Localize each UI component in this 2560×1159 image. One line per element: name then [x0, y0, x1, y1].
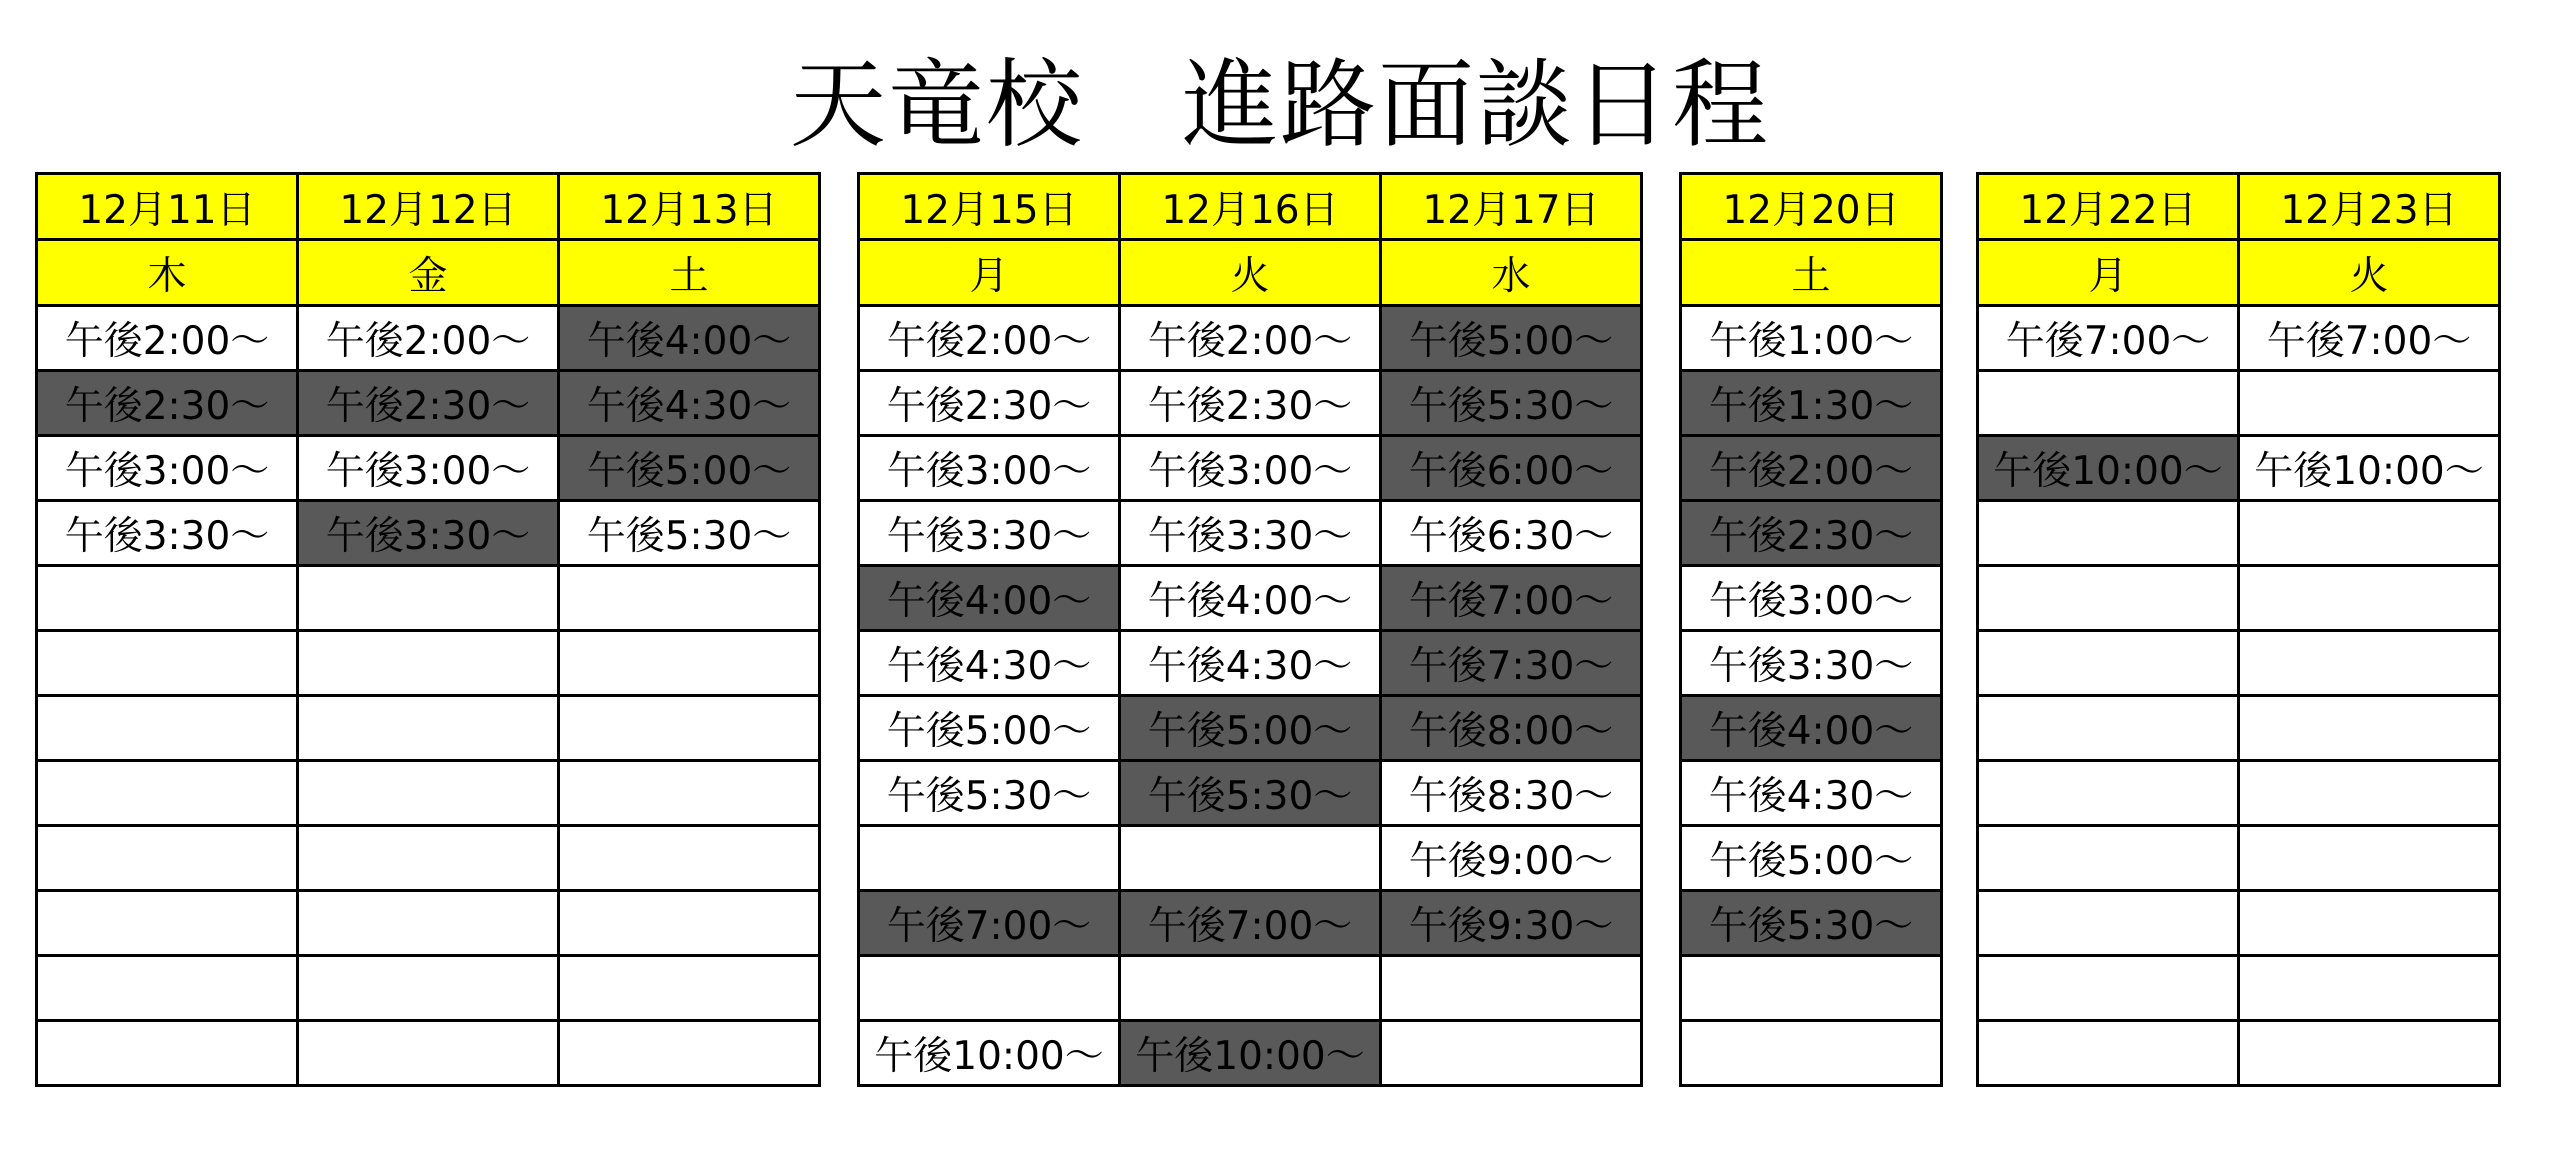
- time-slot-cell: [298, 1021, 559, 1086]
- time-slot-cell: [298, 566, 559, 631]
- time-slot-cell: 午後4:30～: [1120, 631, 1381, 696]
- weekday-header: 月: [859, 240, 1120, 306]
- time-slot-cell: 午後4:00～: [859, 566, 1120, 631]
- slot-row: [859, 1021, 1642, 1086]
- time-slot-cell: 午後2:00～: [37, 306, 298, 371]
- slot-row: [1681, 761, 1942, 826]
- schedule-table: [35, 172, 821, 1087]
- slot-row: [37, 631, 820, 696]
- time-slot-cell: [1978, 371, 2239, 436]
- time-slot-cell: 午後2:30～: [37, 371, 298, 436]
- time-slot-cell: 午後7:00～: [1381, 566, 1642, 631]
- time-slot-cell: [2239, 696, 2500, 761]
- time-slot-cell: 午後2:30～: [859, 371, 1120, 436]
- slot-row: [1978, 696, 2500, 761]
- slot-row: [1978, 631, 2500, 696]
- slot-row: [37, 306, 820, 371]
- time-slot-cell: 午後5:00～: [1381, 306, 1642, 371]
- page-title: 天竜校 進路面談日程: [790, 49, 1770, 161]
- time-slot-cell: 午後4:30～: [1681, 761, 1942, 826]
- time-slot-cell: [298, 761, 559, 826]
- time-slot-cell: 午後6:00～: [1381, 436, 1642, 501]
- slot-row: [859, 436, 1642, 501]
- time-slot-cell: [1120, 956, 1381, 1021]
- time-slot-cell: 午後3:30～: [859, 501, 1120, 566]
- slot-row: [1978, 566, 2500, 631]
- date-header: 12月17日: [1381, 174, 1642, 240]
- time-slot-cell: [37, 826, 298, 891]
- slot-row: [1681, 1021, 1942, 1086]
- time-slot-cell: [298, 696, 559, 761]
- slot-row: [1681, 436, 1942, 501]
- time-slot-cell: 午後5:30～: [859, 761, 1120, 826]
- slot-row: [859, 631, 1642, 696]
- time-slot-cell: [37, 891, 298, 956]
- time-slot-cell: 午後2:00～: [1681, 436, 1942, 501]
- slot-row: [1681, 501, 1942, 566]
- time-slot-cell: [1978, 696, 2239, 761]
- time-slot-cell: [1681, 956, 1942, 1021]
- date-header: 12月23日: [2239, 174, 2500, 240]
- slot-row: [1681, 696, 1942, 761]
- time-slot-cell: [859, 826, 1120, 891]
- slot-row: [859, 566, 1642, 631]
- slot-row: [859, 306, 1642, 371]
- time-slot-cell: 午後7:30～: [1381, 631, 1642, 696]
- slot-row: [1978, 501, 2500, 566]
- time-slot-cell: 午後4:30～: [559, 371, 820, 436]
- time-slot-cell: 午後2:00～: [859, 306, 1120, 371]
- time-slot-cell: 午後9:30～: [1381, 891, 1642, 956]
- schedule-table: [857, 172, 1643, 1087]
- time-slot-cell: [1978, 761, 2239, 826]
- weekday-header-row: [37, 240, 820, 306]
- time-slot-cell: 午後4:00～: [559, 306, 820, 371]
- weekday-header: 金: [298, 240, 559, 306]
- time-slot-cell: 午後5:30～: [559, 501, 820, 566]
- slot-row: [1681, 631, 1942, 696]
- time-slot-cell: 午後3:00～: [859, 436, 1120, 501]
- time-slot-cell: 午後7:00～: [1120, 891, 1381, 956]
- time-slot-cell: 午後5:30～: [1381, 371, 1642, 436]
- date-header: 12月12日: [298, 174, 559, 240]
- time-slot-cell: [2239, 566, 2500, 631]
- weekday-header: 木: [37, 240, 298, 306]
- slot-row: [859, 891, 1642, 956]
- time-slot-cell: 午後1:30～: [1681, 371, 1942, 436]
- time-slot-cell: [298, 891, 559, 956]
- time-slot-cell: [37, 761, 298, 826]
- time-slot-cell: [2239, 761, 2500, 826]
- time-slot-cell: [559, 696, 820, 761]
- slot-row: [37, 891, 820, 956]
- time-slot-cell: [1681, 1021, 1942, 1086]
- time-slot-cell: [559, 891, 820, 956]
- date-header-row: [1681, 174, 1942, 240]
- slot-row: [37, 761, 820, 826]
- time-slot-cell: [298, 956, 559, 1021]
- time-slot-cell: [1978, 631, 2239, 696]
- time-slot-cell: 午後2:30～: [1120, 371, 1381, 436]
- time-slot-cell: 午後3:00～: [1681, 566, 1942, 631]
- time-slot-cell: [298, 631, 559, 696]
- time-slot-cell: [298, 826, 559, 891]
- slot-row: [1978, 306, 2500, 371]
- time-slot-cell: 午後3:00～: [37, 436, 298, 501]
- time-slot-cell: 午後3:30～: [1120, 501, 1381, 566]
- time-slot-cell: [2239, 631, 2500, 696]
- date-header: 12月11日: [37, 174, 298, 240]
- slot-row: [37, 1021, 820, 1086]
- slot-row: [1681, 956, 1942, 1021]
- time-slot-cell: [1978, 891, 2239, 956]
- time-slot-cell: [37, 956, 298, 1021]
- time-slot-cell: [37, 566, 298, 631]
- time-slot-cell: 午後8:00～: [1381, 696, 1642, 761]
- time-slot-cell: 午後5:30～: [1120, 761, 1381, 826]
- time-slot-cell: [559, 826, 820, 891]
- slot-row: [1978, 826, 2500, 891]
- date-header: 12月16日: [1120, 174, 1381, 240]
- time-slot-cell: [37, 631, 298, 696]
- time-slot-cell: 午後5:00～: [859, 696, 1120, 761]
- time-slot-cell: [2239, 826, 2500, 891]
- slot-row: [1681, 306, 1942, 371]
- slot-row: [37, 436, 820, 501]
- time-slot-cell: [559, 761, 820, 826]
- date-header: 12月13日: [559, 174, 820, 240]
- time-slot-cell: 午後8:30～: [1381, 761, 1642, 826]
- slot-row: [37, 566, 820, 631]
- slot-row: [1978, 371, 2500, 436]
- slot-row: [1978, 436, 2500, 501]
- time-slot-cell: [859, 956, 1120, 1021]
- weekday-header: 月: [1978, 240, 2239, 306]
- slot-row: [1681, 891, 1942, 956]
- time-slot-cell: 午後5:00～: [559, 436, 820, 501]
- date-header: 12月15日: [859, 174, 1120, 240]
- time-slot-cell: [1381, 956, 1642, 1021]
- time-slot-cell: 午後5:30～: [1681, 891, 1942, 956]
- time-slot-cell: 午後2:30～: [1681, 501, 1942, 566]
- schedule-table: [1976, 172, 2501, 1087]
- time-slot-cell: 午後3:00～: [298, 436, 559, 501]
- time-slot-cell: [1978, 826, 2239, 891]
- slot-row: [37, 371, 820, 436]
- time-slot-cell: 午後7:00～: [1978, 306, 2239, 371]
- time-slot-cell: [2239, 371, 2500, 436]
- time-slot-cell: 午後10:00～: [2239, 436, 2500, 501]
- date-header-row: [37, 174, 820, 240]
- slot-row: [859, 501, 1642, 566]
- time-slot-cell: 午後2:30～: [298, 371, 559, 436]
- schedule-table: [1679, 172, 1943, 1087]
- weekday-header: 火: [2239, 240, 2500, 306]
- time-slot-cell: [37, 1021, 298, 1086]
- slot-row: [1978, 956, 2500, 1021]
- time-slot-cell: 午後10:00～: [1120, 1021, 1381, 1086]
- date-header-row: [1978, 174, 2500, 240]
- time-slot-cell: [559, 631, 820, 696]
- time-slot-cell: 午後2:00～: [1120, 306, 1381, 371]
- slot-row: [859, 826, 1642, 891]
- time-slot-cell: 午後3:30～: [1681, 631, 1942, 696]
- weekday-header: 土: [1681, 240, 1942, 306]
- time-slot-cell: 午後10:00～: [1978, 436, 2239, 501]
- slot-row: [37, 501, 820, 566]
- date-header: 12月20日: [1681, 174, 1942, 240]
- time-slot-cell: [559, 566, 820, 631]
- time-slot-cell: [1978, 501, 2239, 566]
- slot-row: [859, 761, 1642, 826]
- weekday-header: 土: [559, 240, 820, 306]
- slot-row: [37, 956, 820, 1021]
- time-slot-cell: 午後4:30～: [859, 631, 1120, 696]
- time-slot-cell: 午後5:00～: [1120, 696, 1381, 761]
- slot-row: [1681, 566, 1942, 631]
- slot-row: [859, 371, 1642, 436]
- slot-row: [1681, 371, 1942, 436]
- time-slot-cell: [37, 696, 298, 761]
- time-slot-cell: 午後7:00～: [859, 891, 1120, 956]
- slot-row: [859, 956, 1642, 1021]
- time-slot-cell: [1120, 826, 1381, 891]
- time-slot-cell: [559, 956, 820, 1021]
- time-slot-cell: [1978, 1021, 2239, 1086]
- time-slot-cell: [2239, 501, 2500, 566]
- time-slot-cell: [2239, 1021, 2500, 1086]
- slot-row: [859, 696, 1642, 761]
- time-slot-cell: [2239, 891, 2500, 956]
- time-slot-cell: 午後4:00～: [1120, 566, 1381, 631]
- weekday-header: 火: [1120, 240, 1381, 306]
- slot-row: [37, 696, 820, 761]
- slot-row: [37, 826, 820, 891]
- time-slot-cell: 午後3:00～: [1120, 436, 1381, 501]
- time-slot-cell: 午後3:30～: [298, 501, 559, 566]
- time-slot-cell: [559, 1021, 820, 1086]
- time-slot-cell: 午後1:00～: [1681, 306, 1942, 371]
- weekday-header-row: [859, 240, 1642, 306]
- date-header: 12月22日: [1978, 174, 2239, 240]
- time-slot-cell: [1381, 1021, 1642, 1086]
- time-slot-cell: [1978, 566, 2239, 631]
- time-slot-cell: [2239, 956, 2500, 1021]
- slot-row: [1978, 891, 2500, 956]
- weekday-header-row: [1681, 240, 1942, 306]
- weekday-header-row: [1978, 240, 2500, 306]
- time-slot-cell: 午後3:30～: [37, 501, 298, 566]
- time-slot-cell: 午後9:00～: [1381, 826, 1642, 891]
- time-slot-cell: 午後7:00～: [2239, 306, 2500, 371]
- weekday-header: 水: [1381, 240, 1642, 306]
- slot-row: [1681, 826, 1942, 891]
- time-slot-cell: 午後5:00～: [1681, 826, 1942, 891]
- time-slot-cell: 午後10:00～: [859, 1021, 1120, 1086]
- date-header-row: [859, 174, 1642, 240]
- slot-row: [1978, 761, 2500, 826]
- time-slot-cell: 午後2:00～: [298, 306, 559, 371]
- slot-row: [1978, 1021, 2500, 1086]
- time-slot-cell: 午後6:30～: [1381, 501, 1642, 566]
- time-slot-cell: 午後4:00～: [1681, 696, 1942, 761]
- time-slot-cell: [1978, 956, 2239, 1021]
